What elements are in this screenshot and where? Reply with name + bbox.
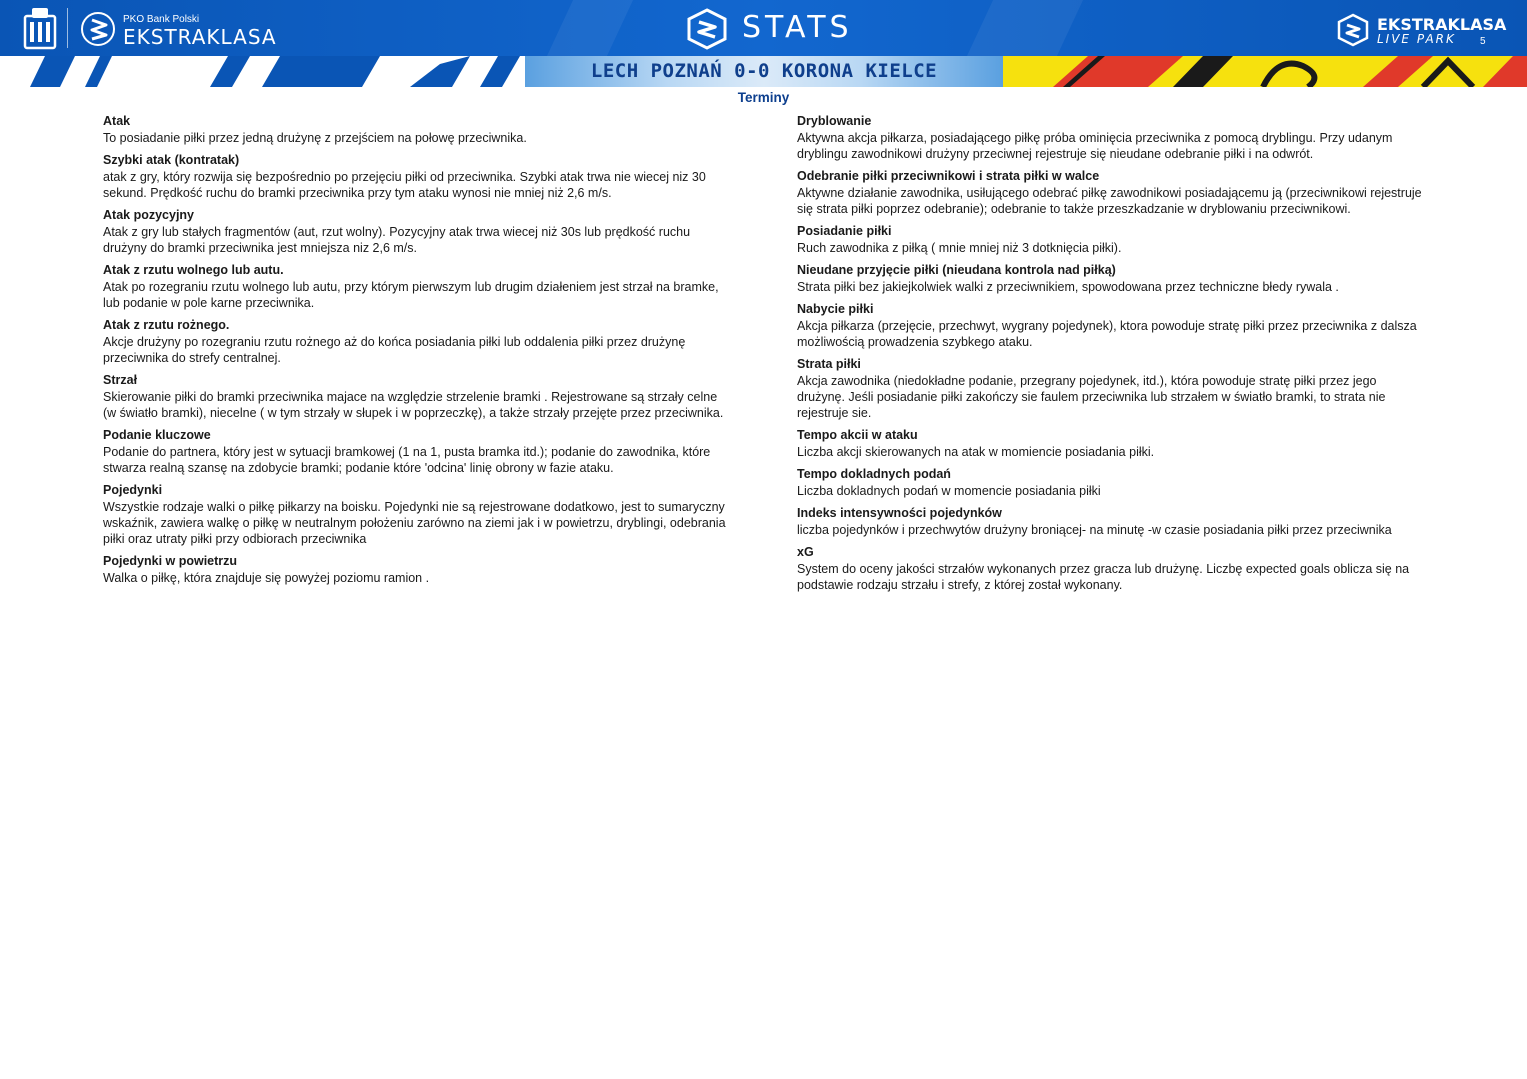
terms-column-right [797, 114, 1422, 600]
term-item [797, 545, 1422, 593]
banner-left-graphic [0, 56, 525, 87]
term-title: Posiadanie piłki [797, 224, 892, 238]
term-item [797, 467, 1422, 499]
term-item [797, 224, 1422, 256]
section-title: Terminy [737, 90, 790, 105]
term-description: Liczba akcji skierowanych na atak w momiencie posiadania piłki. [797, 444, 1155, 459]
term-description: Podanie do partnera, który jest w sytuacji bramkowej (1 na 1, pusta bramka itd.); podanie do zawodnika, które stwarza realną szansę na zdobycie bramki; podanie które 'odcina' linię obrony w fazie ataku. [103, 444, 711, 475]
term-item [103, 483, 728, 547]
term-title: Szybki atak (kontratak) [103, 153, 240, 167]
term-description: To posiadanie piłki przez jedną drużynę z przejściem na połowę przeciwnika. [103, 130, 527, 145]
term-item [797, 428, 1422, 460]
term-description: System do oceny jakości strzałów wykonanych przez gracza lub drużynę. Liczbę expected goals oblicza się na podstawie rodzaju strzału i strefy, z której został wykonany. [797, 561, 1410, 592]
term-description: Atak po rozegraniu rzutu wolnego lub autu, przy którym pierwszym lub drugim działeniem jest strzał na bramke, lub podanie w pole karne przeciwnika. [103, 279, 719, 310]
page-number: 5 [1480, 36, 1486, 47]
term-description: Skierowanie piłki do bramki przeciwnika majace na względzie strzelenie bramki . Rejestrowane są strzały celne (w światło bramki), niecelne ( w tym strzały w słupek i w poprzeczkę), a także strzały przejęte przez przeciwnika. [103, 389, 724, 420]
term-title: Odebranie piłki przeciwnikowi i strata piłki w walce [797, 169, 1100, 183]
match-banner [0, 56, 1527, 87]
term-title: Atak z rzutu rożnego. [103, 318, 230, 332]
banner-right-shapes-icon [1003, 56, 1527, 87]
term-item [797, 114, 1422, 162]
term-description: Atak z gry lub stałych fragmentów (aut, rzut wolny). Pozycyjny atak trwa wiecej niż 30s lub prędkość ruchu drużyny do bramki przeciwnika jest mniejsza niz 2,6 m/s. [103, 224, 691, 255]
pko-logo-icon [22, 6, 58, 50]
term-title: Nieudane przyjęcie piłki (nieudana kontrola nad piłką) [797, 263, 1116, 277]
term-item [797, 302, 1422, 350]
term-title: Strata piłki [797, 357, 861, 371]
term-description: Strata piłki bez jakiejkolwiek walki z przeciwnikiem, spowodowana przez techniczne błedy rywala . [797, 279, 1339, 294]
ekstraklasa-logo-icon [80, 11, 116, 47]
term-item [797, 263, 1422, 295]
term-description: Akcja zawodnika (niedokładne podanie, przegrany pojedynek, itd.), która powoduje stratę piłki przez jego drużynę. Jeśli posiadanie piłki zakończy sie faulem przeciwnika lub strzałem w światło bramki, to strata nie rejestruje sie. [797, 373, 1386, 420]
term-description: Aktywna akcja piłkarza, posiadającego piłkę próba ominięcia przeciwnika z pomocą dryblingu. Przy udanym dryblingu zawodnikowi drużyny przeciwnej rejestruje się nieudane odebranie piłki i na odwrót. [797, 130, 1393, 161]
live-park-brand: EKSTRAKLASA [1377, 15, 1507, 34]
header-separator [67, 8, 68, 48]
term-title: Dryblowanie [797, 114, 872, 128]
match-title: LECH POZNAŃ 0-0 KORONA KIELCE [590, 60, 938, 82]
live-park-logo-icon [1336, 13, 1370, 47]
term-item [103, 554, 728, 586]
term-description: Walka o piłkę, która znajduje się powyżej poziomu ramion . [103, 570, 430, 585]
term-title: Podanie kluczowe [103, 428, 211, 442]
term-description: Wszystkie rodzaje walki o piłkę piłkarzy na boisku. Pojedynki nie są rejestrowane dodatkowo, jest to sumaryczny wskaźnik, zawiera walkę o piłkę w neutralnym położeniu zarówno na ziemi jak i w powietrzu, dryblingi, odebrania piłki oraz utraty piłki przy odbiorach przeciwnika [103, 499, 726, 546]
term-description: Akcja piłkarza (przejęcie, przechwyt, wygrany pojedynek), ktora powoduje stratę piłki przez przeciwnika z dalsza możliwością prowadzenia szybkego ataku. [797, 318, 1417, 349]
brand-big-text: EKSTRAKLASA [123, 25, 277, 49]
brand-small-text: PKO Bank Polski [123, 14, 200, 25]
stats-logo-icon [686, 8, 728, 50]
term-title: Pojedynki w powietrzu [103, 554, 238, 568]
term-item [103, 428, 728, 476]
term-title: Pojedynki [103, 483, 163, 497]
term-description: atak z gry, który rozwija się bezpośrednio po przejęciu piłki od przeciwnika. Szybki atak trwa nie wiecej niz 30 sekund. Prędkość ruchu do bramki przeciwnika przy tym ataku wynosi nie mniej niż 2,6 m/s. [103, 169, 706, 200]
term-item [103, 208, 728, 256]
term-item [103, 263, 728, 311]
term-description: Aktywne działanie zawodnika, usiłującego odebrać piłkę zawodnikowi posiadającemu ją (przeciwnikowi rejestruje się strata piłki poprzez odebranie); odebranie to także przeszkadzanie w dryblowaniu przeciwnikowi. [797, 185, 1422, 216]
top-header [0, 0, 1527, 56]
term-description: Ruch zawodnika z piłką ( mnie mniej niż 3 dotknięcia piłki). [797, 240, 1122, 255]
banner-right-graphic [1003, 56, 1527, 87]
term-description: Liczba dokladnych podań w momencie posiadania piłki [797, 483, 1101, 498]
term-title: Atak [103, 114, 131, 128]
term-title: Tempo dokladnych podań [797, 467, 951, 481]
term-item [103, 318, 728, 366]
term-title: Strzał [103, 373, 138, 387]
term-title: Atak z rzutu wolnego lub autu. [103, 263, 284, 277]
term-title: xG [797, 545, 814, 559]
term-description: liczba pojedynków i przechwytów drużyny broniącej- na minutę -w czasie posiadania piłki przez przeciwnika [797, 522, 1392, 537]
stats-label: STATS [742, 10, 853, 45]
term-title: Atak pozycyjny [103, 208, 195, 222]
term-item [103, 114, 728, 146]
term-item [797, 169, 1422, 217]
term-item [103, 153, 728, 201]
banner-left-stripes-icon [0, 56, 525, 87]
term-title: Indeks intensywności pojedynków [797, 506, 1002, 520]
header-stripe [967, 0, 1083, 56]
term-title: Nabycie piłki [797, 302, 874, 316]
term-description: Akcje drużyny po rozegraniu rzutu rożnego aż do końca posiadania piłki lub oddalenia piłki przez drużynę przeciwnika do strefy centralnej. [103, 334, 686, 365]
term-item [797, 357, 1422, 421]
term-title: Tempo akcii w ataku [797, 428, 918, 442]
term-item [797, 506, 1422, 538]
header-stripe [547, 0, 633, 56]
live-park-subtitle: LIVE PARK [1377, 32, 1456, 46]
terms-column-left [103, 114, 728, 593]
term-item [103, 373, 728, 421]
